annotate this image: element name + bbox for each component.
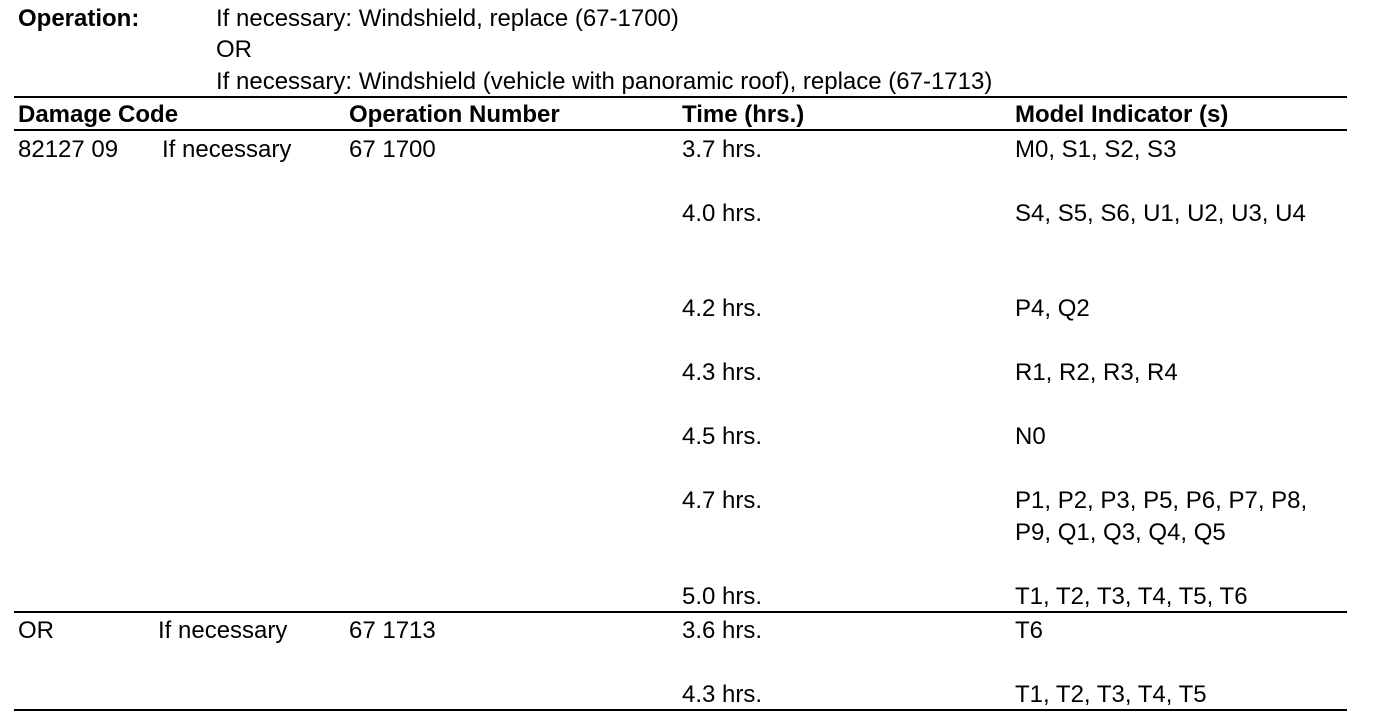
time-value: 4.7 hrs. [682, 487, 763, 514]
model-indicator-value: P1, P2, P3, P5, P6, P7, P8, P9, Q1, Q3, Q4, Q5 [1015, 487, 1308, 546]
time-value: 4.3 hrs. [682, 359, 763, 386]
time-value: 4.5 hrs. [682, 423, 763, 450]
group1-damage-code: 82127 09 [18, 136, 119, 163]
model-indicator-value: S4, S5, S6, U1, U2, U3, U4 [1015, 200, 1306, 227]
operation-label: Operation: [18, 5, 140, 32]
model-indicator-value: T1, T2, T3, T4, T5, T6 [1015, 583, 1248, 610]
model-indicator-value: P4, Q2 [1015, 295, 1090, 322]
time-value: 4.3 hrs. [682, 681, 763, 708]
operation-or: OR [216, 36, 252, 63]
operation-line-1: If necessary: Windshield, replace (67-1700) [216, 5, 679, 32]
group-divider-rule [14, 611, 1347, 613]
time-value: 4.2 hrs. [682, 295, 763, 322]
header-bottom-rule [14, 129, 1347, 131]
group2-damage-code: OR [18, 617, 54, 644]
header-top-rule [14, 96, 1347, 98]
time-value: 3.6 hrs. [682, 617, 763, 644]
model-indicator-value: T6 [1015, 617, 1044, 644]
model-indicator-value: R1, R2, R3, R4 [1015, 359, 1178, 386]
group1-condition: If necessary [162, 136, 292, 163]
table-bottom-rule [14, 709, 1347, 711]
header-model-indicator: Model Indicator (s) [1015, 101, 1229, 128]
model-indicator-value: T1, T2, T3, T4, T5 [1015, 681, 1207, 708]
operation-line-2: If necessary: Windshield (vehicle with panoramic roof), replace (67-1713) [216, 68, 993, 95]
header-damage-code: Damage Code [18, 101, 179, 128]
group2-operation-number: 67 1713 [349, 617, 436, 644]
time-value: 5.0 hrs. [682, 583, 763, 610]
time-value: 3.7 hrs. [682, 136, 763, 163]
header-operation-number: Operation Number [349, 101, 560, 128]
model-indicator-value: N0 [1015, 423, 1046, 450]
time-value: 4.0 hrs. [682, 200, 763, 227]
group1-operation-number: 67 1700 [349, 136, 436, 163]
model-indicator-value: M0, S1, S2, S3 [1015, 136, 1177, 163]
group2-condition: If necessary [158, 617, 288, 644]
header-time: Time (hrs.) [682, 101, 805, 128]
